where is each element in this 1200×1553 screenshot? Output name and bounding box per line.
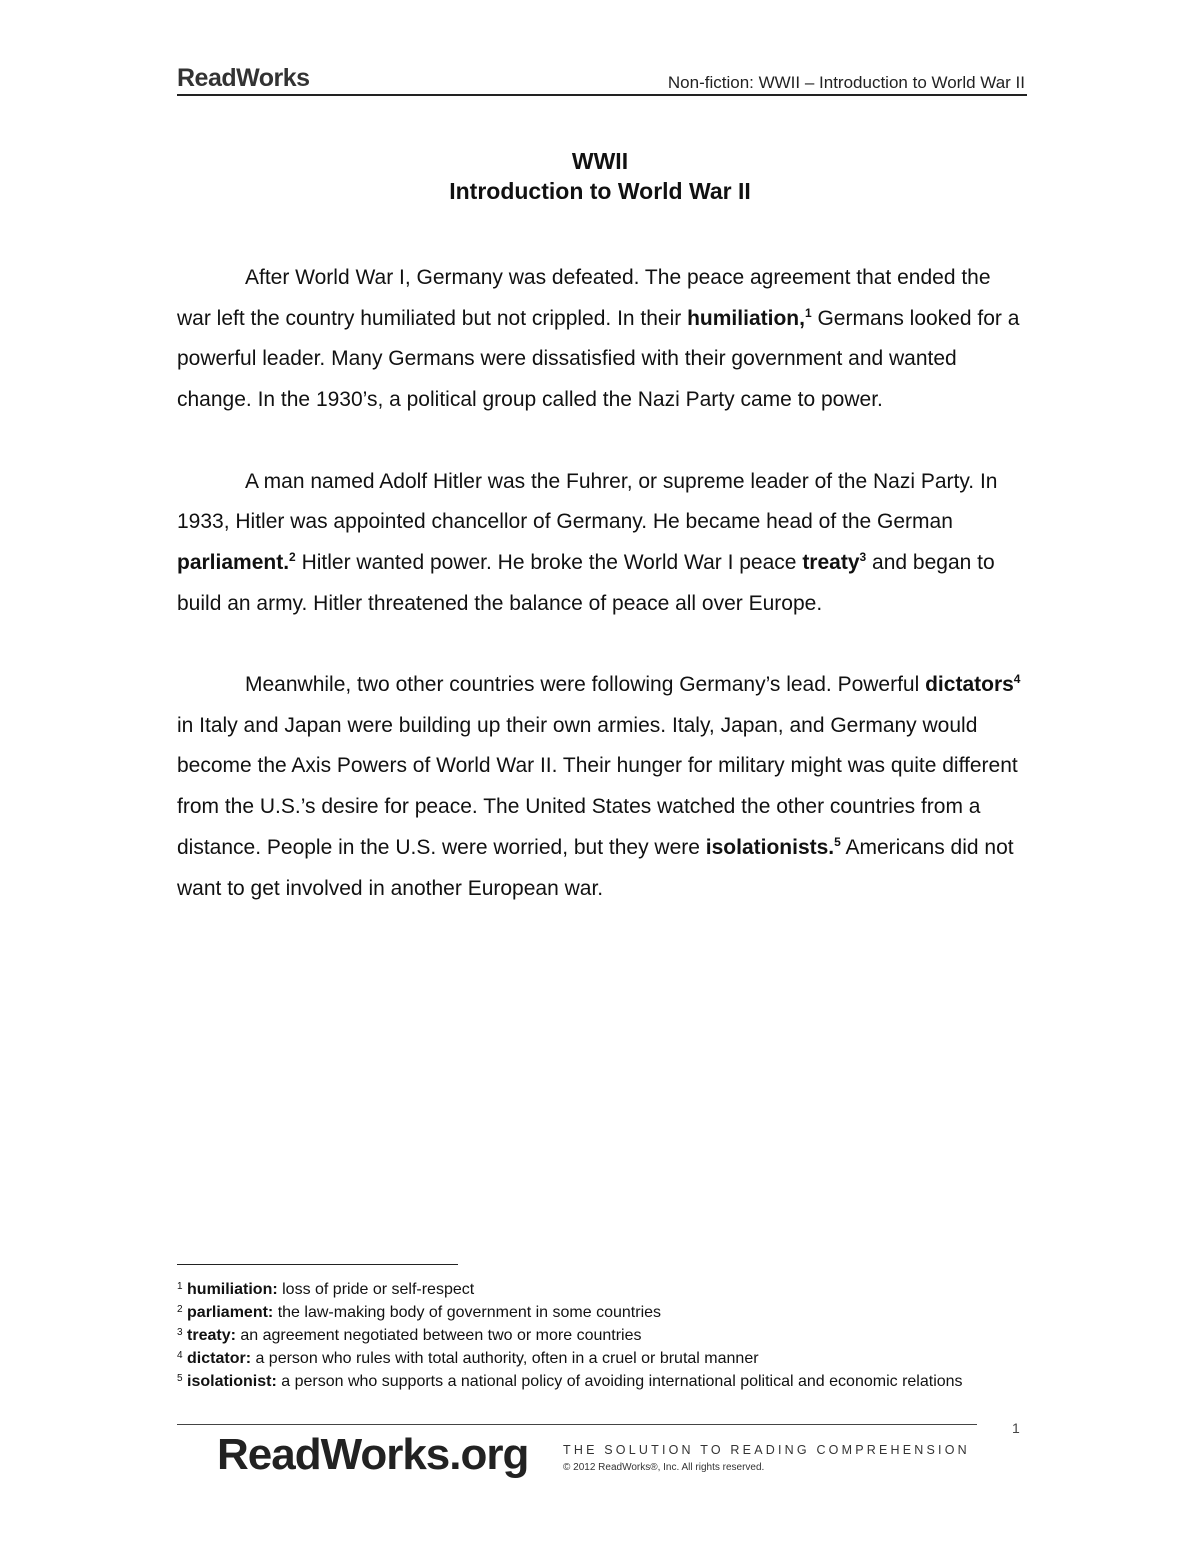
header-document-title: Non-fiction: WWII – Introduction to World War II bbox=[667, 73, 1025, 92]
footnote-term: dictator: bbox=[187, 1350, 252, 1367]
vocab-term-dictators: dictators bbox=[925, 673, 1014, 696]
footnote-number: 3 bbox=[177, 1327, 183, 1338]
vocab-term-treaty: treaty bbox=[802, 550, 860, 574]
title-line-2: Introduction to World War II bbox=[449, 178, 751, 204]
footnote-term: humiliation: bbox=[187, 1281, 278, 1298]
footnote-number: 1 bbox=[177, 1281, 183, 1292]
footnotes bbox=[177, 1278, 1017, 1393]
footnote-item bbox=[177, 1301, 1017, 1324]
footnote-definition: a person who supports a national policy of avoiding international political and economic relations bbox=[276, 1373, 963, 1390]
paragraph-3 bbox=[177, 665, 1027, 909]
readworks-logo: ReadWorks bbox=[177, 64, 310, 92]
document-title bbox=[0, 146, 1200, 206]
footer-divider bbox=[177, 1424, 977, 1425]
paragraph-2 bbox=[177, 462, 1027, 625]
footnote-ref-1: 1 bbox=[804, 305, 812, 320]
footnote-ref-4: 4 bbox=[1013, 672, 1021, 686]
footnote-item bbox=[177, 1370, 1017, 1393]
vocab-term-isolationists: isolationists. bbox=[705, 835, 835, 859]
article-body bbox=[177, 258, 1027, 950]
footnote-item bbox=[177, 1347, 1017, 1370]
footnote-definition: an agreement negotiated between two or more countries bbox=[235, 1327, 642, 1344]
paragraph-text: Hitler wanted power. He broke the World War I peace bbox=[295, 550, 803, 574]
footnote-definition: a person who rules with total authority, often in a cruel or brutal manner bbox=[251, 1350, 759, 1367]
paragraph-text: in Italy and Japan were building up their own armies. Italy, Japan, and Germany would become the Axis Powers of World War II. Their hunger for military might was quite different from the U.S.’s desire for peace. The United States watched the other countries from a distance. People in the U.S. were worried, but they were bbox=[177, 713, 1018, 859]
footnote-number: 2 bbox=[177, 1304, 183, 1315]
footnote-ref-5: 5 bbox=[834, 834, 841, 849]
paragraph-text: After World War I, Germany was defeated. The peace agreement that ended the war left the country humiliated but not crippled. In their bbox=[177, 266, 991, 330]
footnote-ref-2: 2 bbox=[289, 549, 296, 564]
paragraph-text: A man named Adolf Hitler was the Fuhrer, or supreme leader of the Nazi Party. In 1933, Hitler was appointed chancellor of Germany. He became head of the German bbox=[177, 469, 998, 534]
paragraph-text: and began to build an army. Hitler threatened the balance of peace all over Europe. bbox=[177, 550, 995, 615]
footnote-term: isolationist: bbox=[187, 1373, 277, 1390]
footnote-definition: loss of pride or self-respect bbox=[277, 1281, 475, 1298]
footnote-item bbox=[177, 1324, 1017, 1347]
header-divider bbox=[177, 94, 1027, 96]
footer-tagline: THE SOLUTION TO READING COMPREHENSION bbox=[563, 1443, 970, 1457]
paragraph-text: Germans looked for a powerful leader. Many Germans were dissatisfied with their government and wanted change. In the 1930’s, a political group called the Nazi Party came to power. bbox=[177, 306, 1020, 412]
footnote-item bbox=[177, 1278, 1017, 1301]
footnote-term: treaty: bbox=[187, 1327, 236, 1344]
footnote-definition: the law-making body of government in some countries bbox=[273, 1304, 662, 1321]
vocab-term-humiliation: humiliation, bbox=[687, 306, 805, 330]
footnote-number: 4 bbox=[177, 1350, 183, 1361]
footnote-divider bbox=[177, 1264, 458, 1265]
footnote-number: 5 bbox=[177, 1373, 183, 1384]
footnote-ref-3: 3 bbox=[859, 549, 867, 564]
paragraph-text: Meanwhile, two other countries were following Germany’s lead. Powerful bbox=[245, 673, 926, 696]
readworks-org-logo: ReadWorks.org bbox=[217, 1430, 529, 1479]
page-number: 1 bbox=[1012, 1420, 1020, 1436]
footnote-term: parliament: bbox=[187, 1304, 274, 1321]
vocab-term-parliament: parliament. bbox=[177, 550, 290, 574]
paragraph-text: Americans did not want to get involved in another European war. bbox=[177, 835, 1014, 900]
title-line-1: WWII bbox=[571, 148, 629, 174]
paragraph-1 bbox=[177, 258, 1027, 421]
footer-copyright: © 2012 ReadWorks®, Inc. All rights reserved. bbox=[563, 1462, 765, 1473]
